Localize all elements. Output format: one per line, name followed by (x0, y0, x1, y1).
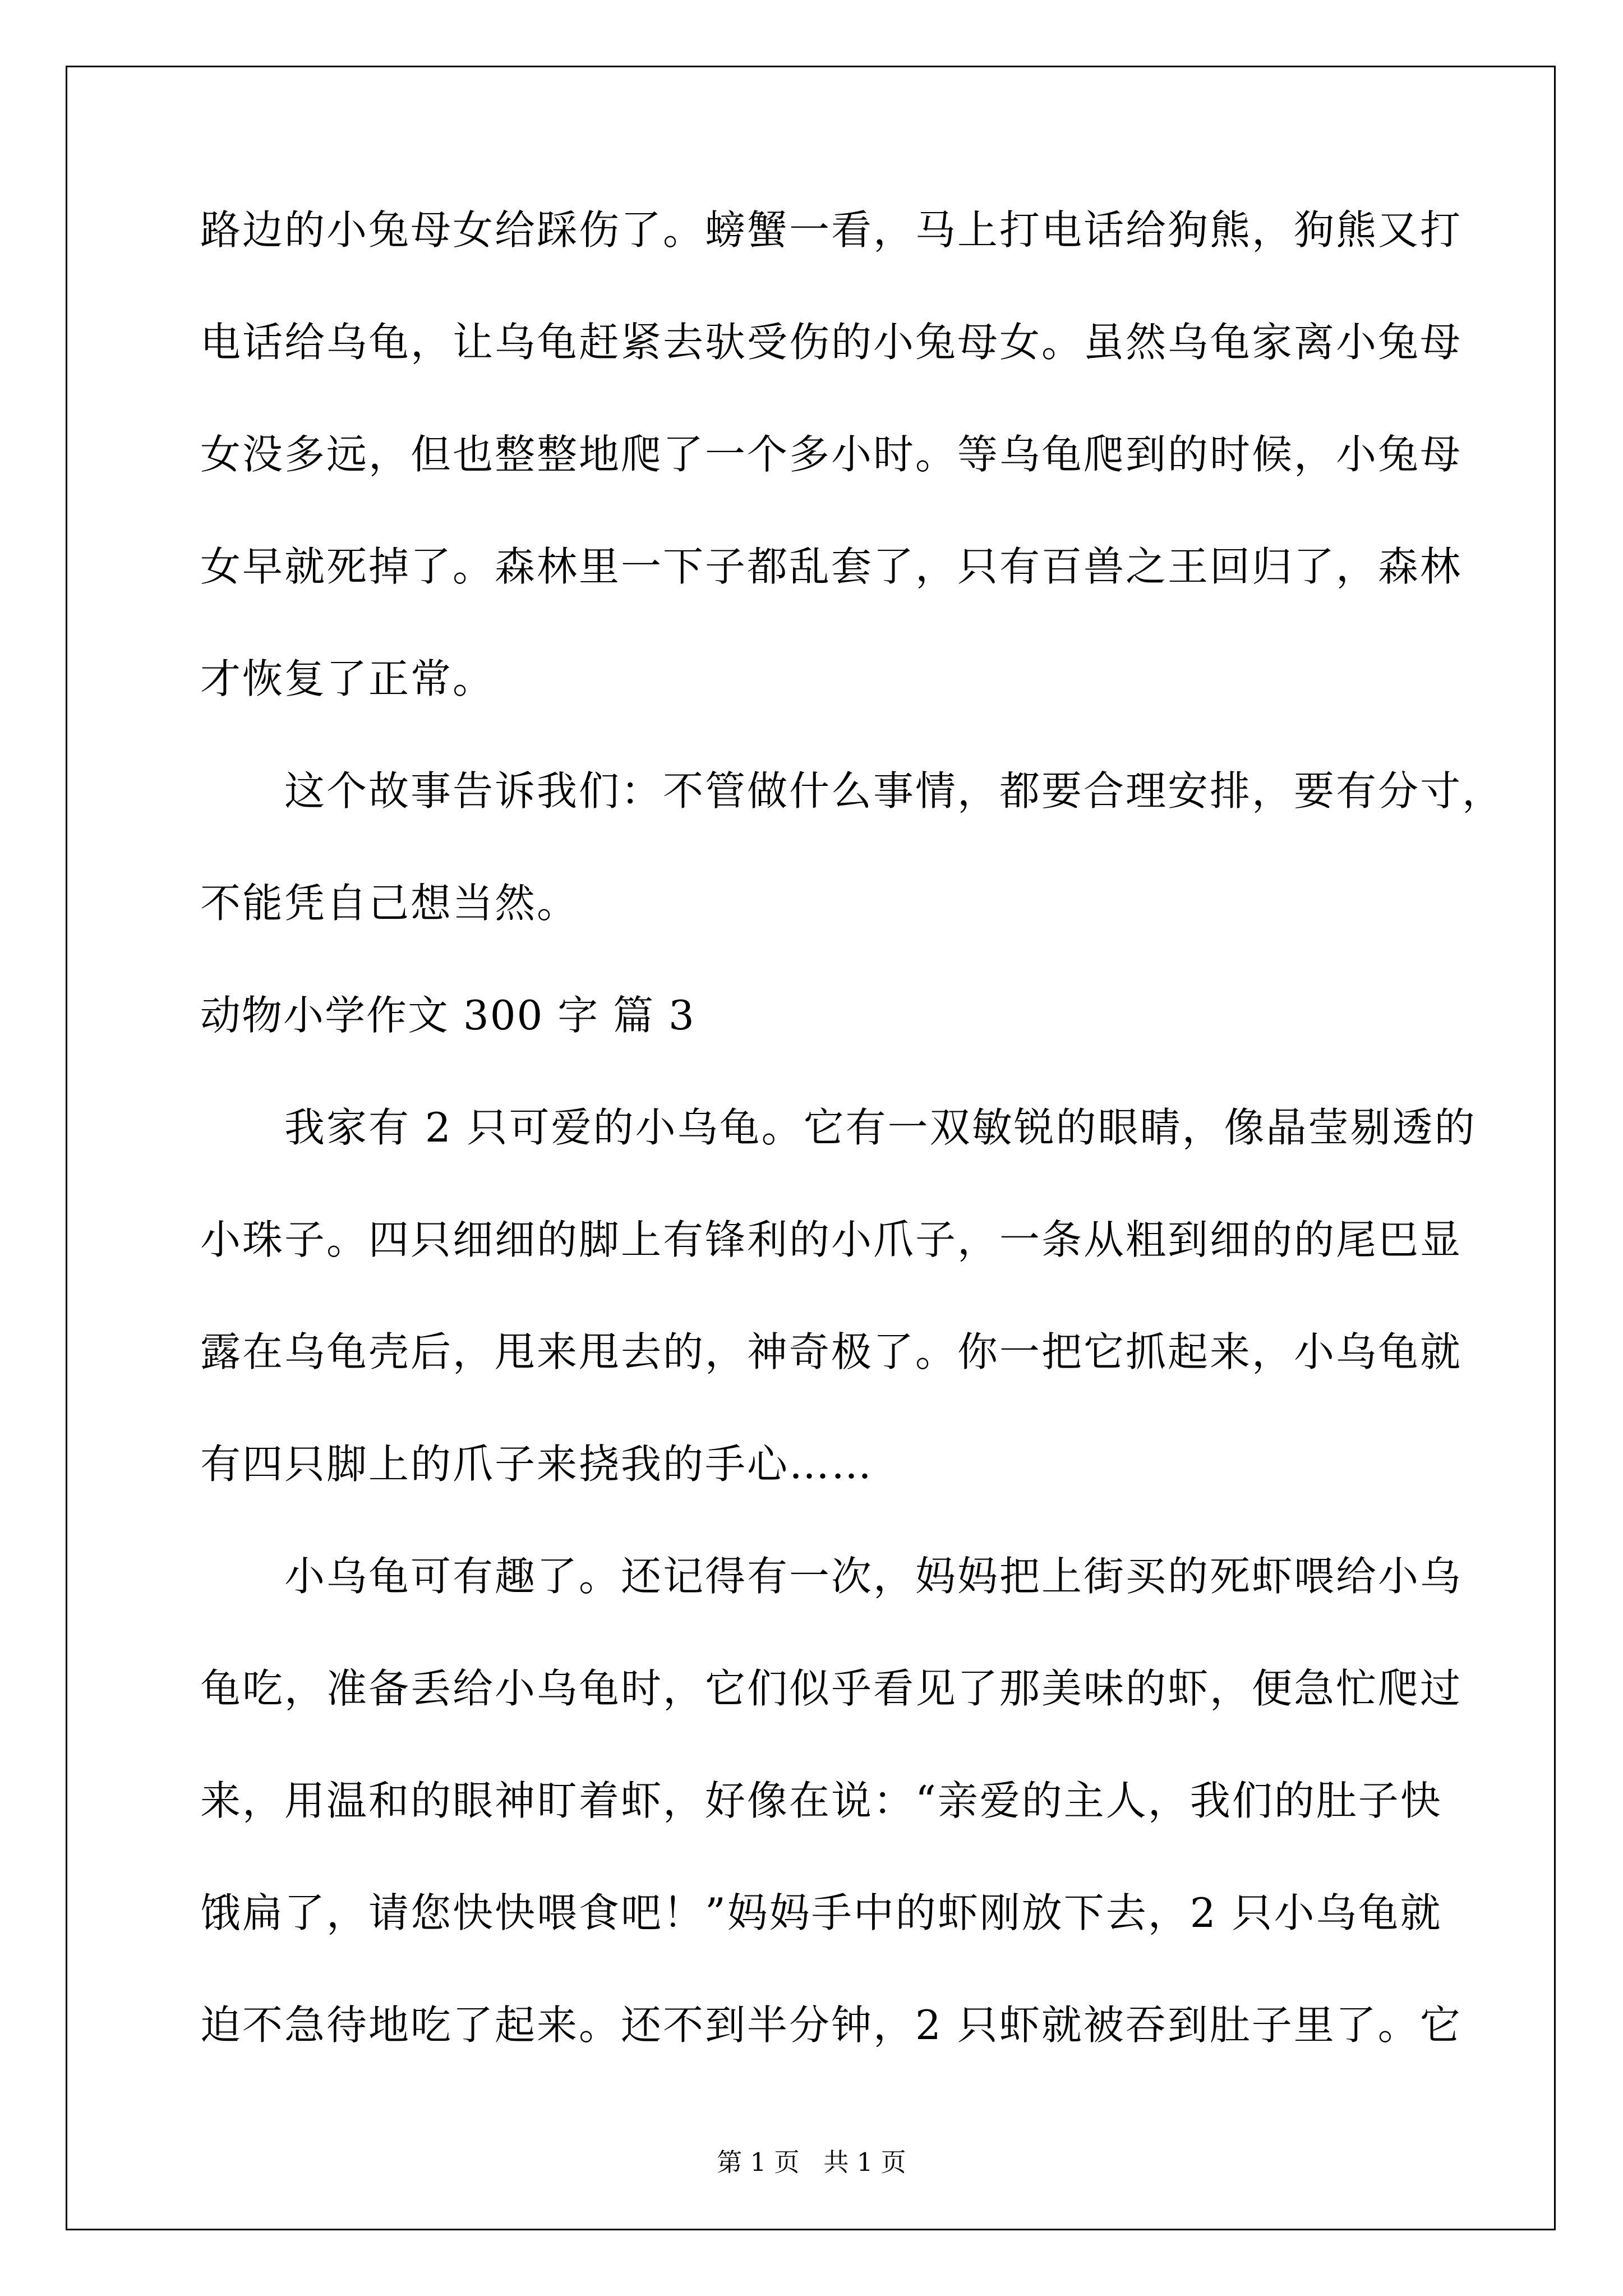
text-line: 女早就死掉了。森林里一下子都乱套了，只有百兽之王回归了，森林 (200, 543, 1463, 590)
text-line: 龟吃，准备丢给小乌龟时，它们似乎看见了那美味的虾，便急忙爬过 (200, 1665, 1463, 1712)
page-number-footer: 第 1 页 共 1 页 (717, 2147, 906, 2177)
text-line: 才恢复了正常。 (200, 655, 495, 702)
text-line: 有四只脚上的爪子来挠我的手心…… (200, 1441, 874, 1488)
text-line: 饿扁了，请您快快喂食吧！”妈妈手中的虾刚放下去，2 只小乌龟就 (200, 1889, 1442, 1936)
section-heading: 动物小学作文 300 字 篇 3 (200, 992, 695, 1039)
text-line: 路边的小兔母女给踩伤了。螃蟹一看，马上打电话给狗熊，狗熊又打 (200, 206, 1463, 254)
text-line: 不能凭自己想当然。 (200, 880, 579, 927)
text-line: 小乌龟可有趣了。还记得有一次，妈妈把上街买的死虾喂给小乌 (200, 1553, 1463, 1600)
text-line: 小珠子。四只细细的脚上有锋利的小爪子，一条从粗到细的的尾巴显 (200, 1216, 1463, 1263)
text-line: 女没多远，但也整整地爬了一个多小时。等乌龟爬到的时候，小兔母 (200, 431, 1463, 478)
text-line: 露在乌龟壳后，甩来甩去的，神奇极了。你一把它抓起来，小乌龟就 (200, 1328, 1463, 1375)
document-body (200, 202, 1505, 2109)
text-line: 这个故事告诉我们：不管做什么事情，都要合理安排，要有分寸， (200, 767, 1505, 815)
text-line: 迫不急待地吃了起来。还不到半分钟，2 只虾就被吞到肚子里了。它 (200, 2001, 1462, 2049)
text-line: 来，用温和的眼神盯着虾，好像在说：“亲爱的主人，我们的肚子快 (200, 1777, 1442, 1824)
text-line: 电话给乌龟，让乌龟赶紧去驮受伤的小兔母女。虽然乌龟家离小兔母 (200, 319, 1463, 366)
text-line: 我家有 2 只可爱的小乌龟。它有一双敏锐的眼睛，像晶莹剔透的 (200, 1104, 1477, 1151)
